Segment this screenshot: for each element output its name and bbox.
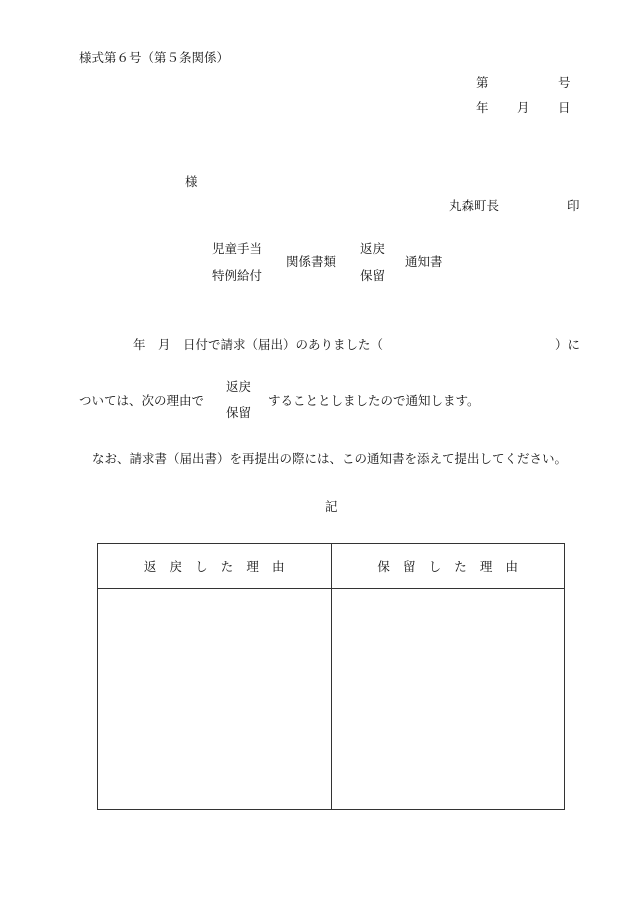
subject-documents: 関係書類: [286, 254, 337, 269]
body-line2-option-2: 保留: [226, 405, 252, 420]
form-number: 様式第６号（第５条関係）: [79, 50, 230, 65]
seal-mark: 印: [567, 198, 580, 213]
body-line2-prefix: ついては、次の理由で: [79, 393, 205, 408]
subject-action-2: 保留: [360, 268, 386, 283]
body-line2-option-1: 返戻: [226, 379, 252, 394]
subject-allowance-2: 特例給付: [212, 268, 263, 283]
subject-notice: 通知書: [405, 254, 443, 269]
hold-reason-cell: [331, 589, 565, 810]
reasons-table: [97, 543, 565, 810]
ki-heading: 記: [325, 499, 338, 514]
addressee-honorific: 様: [185, 174, 198, 189]
return-reason-cell: [98, 589, 332, 810]
table-body-row: [98, 589, 565, 810]
sender-title: 丸森町長: [449, 198, 500, 213]
body-line1-close: ）に: [555, 337, 581, 352]
body-line2-suffix: することとしましたので通知します。: [268, 393, 480, 408]
date-day: 日: [558, 100, 571, 115]
number-prefix: 第: [476, 75, 489, 90]
date-month: 月: [517, 100, 530, 115]
body-line3: なお、請求書（届出書）を再提出の際には、この通知書を添えて提出してください。: [92, 451, 568, 466]
return-reason-header: 返戻した理由: [98, 544, 332, 589]
subject-allowance-1: 児童手当: [212, 241, 263, 256]
table-header-row: [98, 544, 565, 589]
number-suffix: 号: [558, 75, 571, 90]
hold-reason-header: 保留した理由: [331, 544, 565, 589]
date-year: 年: [476, 100, 489, 115]
body-line1-date: 年 月 日付で請求（届出）のありました（: [133, 337, 384, 352]
subject-action-1: 返戻: [360, 241, 386, 256]
